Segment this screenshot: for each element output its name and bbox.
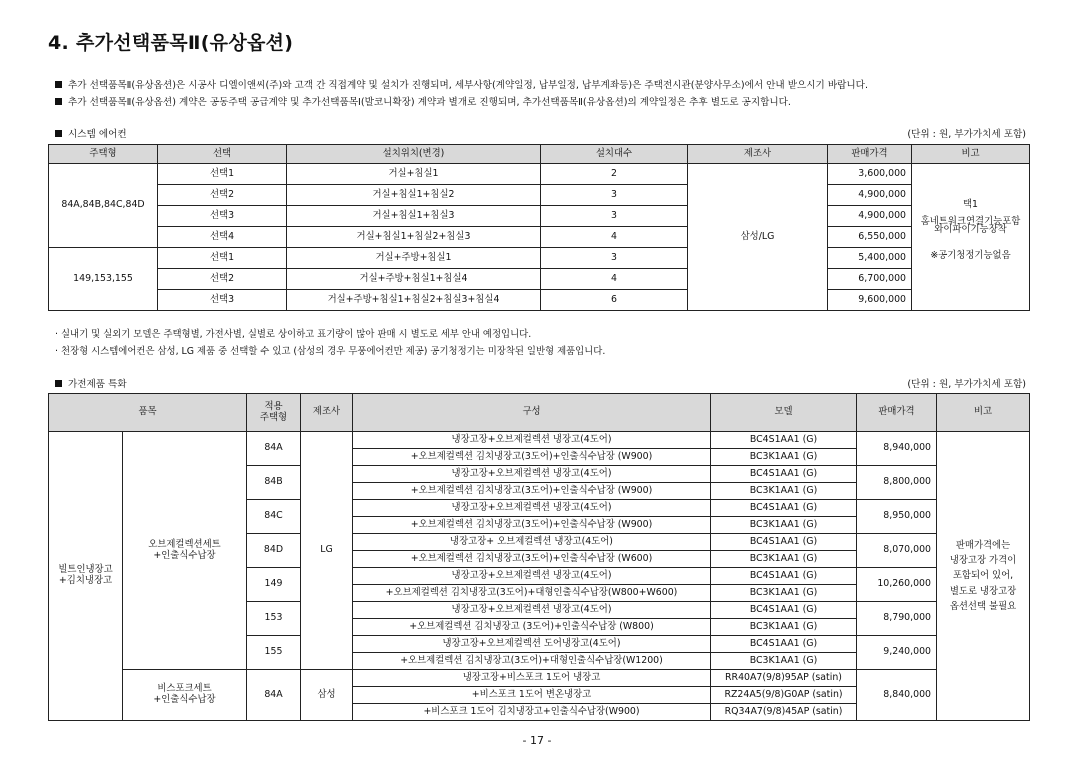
model-cell: BC4S1AA1 (G) — [711, 432, 857, 449]
notice-2-text: 추가 선택품목Ⅱ(유상옵션) 계약은 공동주택 공급계약 및 추가선택품목Ⅰ(발코니확장) 계약과 별개로 진행되며, 추가선택품목Ⅱ(유상옵션)의 계약일정은 추후 별도로 공지합니다. — [68, 97, 791, 108]
header-price: 판매가격 — [828, 145, 912, 164]
house-type-group-2: 149,153,155 — [49, 248, 158, 311]
house-type-group-1: 84A,84B,84C,84D — [49, 164, 158, 248]
maker-cell: 삼성/LG — [688, 164, 828, 311]
set2-name-cell: 비스포크세트 +인출식수납장 — [123, 670, 247, 721]
type-cell: 84D — [247, 534, 301, 568]
composition-cell: +오브제컬렉션 김치냉장고(3도어)+인출식수납장 (W600) — [353, 551, 711, 568]
composition-cell: +오브제컬렉션 김치냉장고(3도어)+인출식수납장 (W900) — [353, 449, 711, 466]
quantity-cell: 4 — [541, 269, 688, 290]
header-remark: 비고 — [937, 394, 1030, 432]
composition-cell: +오브제컬렉션 김치냉장고(3도어)+대형인출식수납장(W1200) — [353, 653, 711, 670]
composition-cell: +오브제컬렉션 김치냉장고(3도어)+인출식수납장 (W900) — [353, 483, 711, 500]
model-cell: RZ24A5(9/8)G0AP (satin) — [711, 687, 857, 704]
model-cell: BC3K1AA1 (G) — [711, 585, 857, 602]
header-price: 판매가격 — [857, 394, 937, 432]
table-row — [49, 248, 1030, 269]
option-cell: 선택1 — [158, 164, 287, 185]
header-remark: 비고 — [912, 145, 1030, 164]
type-cell: 84A — [247, 432, 301, 466]
type-cell: 84C — [247, 500, 301, 534]
type-cell: 149 — [247, 568, 301, 602]
table-row — [49, 670, 1030, 687]
price-cell: 8,840,000 — [857, 670, 937, 721]
composition-cell: +비스포크 1도어 김치냉장고+인출식수납장(W900) — [353, 704, 711, 721]
table-row — [49, 269, 1030, 290]
location-cell: 거실+주방+침실1 — [287, 248, 541, 269]
option-cell: 선택3 — [158, 290, 287, 311]
remark-line: 홈네트워크연결기능포함 — [920, 215, 1021, 227]
location-cell: 거실+침실1 — [287, 164, 541, 185]
composition-cell: +오브제컬렉션 김치냉장고 (3도어)+인출식수납장 (W800) — [353, 619, 711, 636]
price-cell: 10,260,000 — [857, 568, 937, 602]
model-cell: BC3K1AA1 (G) — [711, 551, 857, 568]
remark-line: ※공기청정기능없음 — [930, 250, 1011, 262]
header-house-type: 주택형 — [49, 145, 158, 164]
option-cell: 선택1 — [158, 248, 287, 269]
quantity-cell: 6 — [541, 290, 688, 311]
model-cell: BC3K1AA1 (G) — [711, 653, 857, 670]
option-cell: 선택3 — [158, 206, 287, 227]
model-cell: RR40A7(9/8)95AP (satin) — [711, 670, 857, 687]
model-cell: BC4S1AA1 (G) — [711, 636, 857, 653]
model-cell: BC4S1AA1 (G) — [711, 500, 857, 517]
price-cell: 8,070,000 — [857, 534, 937, 568]
aircon-section-title: 시스템 에어컨 — [55, 126, 127, 140]
page-number: - 17 - — [522, 734, 552, 747]
aircon-remark — [912, 164, 1030, 311]
header-composition: 구성 — [353, 394, 711, 432]
composition-cell: 냉장고장+ 오브제컬렉션 냉장고(4도어) — [353, 534, 711, 551]
table-row — [49, 164, 1030, 185]
aircon-header-row — [49, 145, 1030, 164]
price-cell: 6,550,000 — [828, 227, 912, 248]
price-cell: 6,700,000 — [828, 269, 912, 290]
page-title: 4. 추가선택품목Ⅱ(유상옵션) — [48, 32, 294, 54]
quantity-cell: 3 — [541, 206, 688, 227]
model-cell: BC3K1AA1 (G) — [711, 449, 857, 466]
price-cell: 8,800,000 — [857, 466, 937, 500]
model-cell: BC4S1AA1 (G) — [711, 602, 857, 619]
header-quantity: 설치대수 — [541, 145, 688, 164]
appliance-remark: 판매가격에는 냉장고장 가격이 포함되어 있어, 별도로 냉장고장 옵션선택 불필요 — [937, 432, 1030, 721]
composition-cell: 냉장고장+비스포크 1도어 냉장고 — [353, 670, 711, 687]
type-cell: 84A — [247, 670, 301, 721]
header-maker: 제조사 — [688, 145, 828, 164]
composition-cell: 냉장고장+오브제컬렉션 냉장고(4도어) — [353, 500, 711, 517]
composition-cell: 냉장고장+오브제컬렉션 냉장고(4도어) — [353, 568, 711, 585]
remark-line: 와이파이기능장착 — [934, 223, 1007, 235]
composition-cell: 냉장고장+오브제컬렉션 냉장고(4도어) — [353, 602, 711, 619]
header-maker: 제조사 — [301, 394, 353, 432]
price-cell: 9,600,000 — [828, 290, 912, 311]
header-model: 모델 — [711, 394, 857, 432]
appliance-unit: (단위 : 원, 부가가치세 포함) — [907, 379, 1026, 390]
quantity-cell: 3 — [541, 248, 688, 269]
price-cell: 8,950,000 — [857, 500, 937, 534]
bullet-square-icon — [55, 130, 62, 137]
quantity-cell: 2 — [541, 164, 688, 185]
category-cell: 빌트인냉장고 +김치냉장고 — [49, 432, 123, 721]
bullet-square-icon — [55, 380, 62, 387]
quantity-cell: 3 — [541, 185, 688, 206]
model-cell: BC4S1AA1 (G) — [711, 466, 857, 483]
price-cell: 8,790,000 — [857, 602, 937, 636]
model-cell: BC3K1AA1 (G) — [711, 619, 857, 636]
composition-cell: 냉장고장+오브제컬렉션 냉장고(4도어) — [353, 432, 711, 449]
price-cell: 5,400,000 — [828, 248, 912, 269]
option-cell: 선택4 — [158, 227, 287, 248]
bullet-square-icon — [55, 81, 62, 88]
model-cell: BC4S1AA1 (G) — [711, 568, 857, 585]
aircon-footnote-2: · 천장형 시스템에어컨은 삼성, LG 제품 중 선택할 수 있고 (삼성의 경우 무풍에어컨만 제공) 공기청정기는 미장착된 일반형 제품입니다. — [55, 346, 606, 357]
price-cell: 3,600,000 — [828, 164, 912, 185]
table-row — [49, 185, 1030, 206]
header-location: 설치위치(변경) — [287, 145, 541, 164]
remark-line: 택1 — [962, 198, 979, 210]
header-house-type: 적용 주택형 — [247, 394, 301, 432]
notice-2 — [55, 94, 791, 108]
composition-cell: +오브제컬렉션 김치냉장고(3도어)+대형인출식수납장(W800+W600) — [353, 585, 711, 602]
set1-name-cell: 오브제컬렉션세트 +인출식수납장 — [123, 432, 247, 670]
location-cell: 거실+침실1+침실2+침실3 — [287, 227, 541, 248]
composition-cell: +비스포크 1도어 변온냉장고 — [353, 687, 711, 704]
price-cell: 9,240,000 — [857, 636, 937, 670]
option-cell: 선택2 — [158, 269, 287, 290]
composition-cell: 냉장고장+오브제컬렉션 도어냉장고(4도어) — [353, 636, 711, 653]
price-cell: 4,900,000 — [828, 206, 912, 227]
table-row — [49, 206, 1030, 227]
model-cell: BC3K1AA1 (G) — [711, 483, 857, 500]
location-cell: 거실+침실1+침실2 — [287, 185, 541, 206]
header-item: 품목 — [49, 394, 247, 432]
price-cell: 4,900,000 — [828, 185, 912, 206]
appliance-table — [48, 393, 1030, 721]
composition-cell: 냉장고장+오브제컬렉션 냉장고(4도어) — [353, 466, 711, 483]
quantity-cell: 4 — [541, 227, 688, 248]
model-cell: BC3K1AA1 (G) — [711, 517, 857, 534]
aircon-footnote-1: · 실내기 및 실외기 모델은 주택형별, 가전사별, 실별로 상이하고 표기량이 많아 판매 시 별도로 세부 안내 예정입니다. — [55, 329, 532, 340]
notice-1 — [55, 77, 868, 91]
aircon-unit: (단위 : 원, 부가가치세 포함) — [907, 129, 1026, 140]
notice-1-text: 추가 선택품목Ⅱ(유상옵션)은 시공사 디엘이앤씨(주)와 고객 간 직접계약 및 설치가 진행되며, 세부사항(계약일정, 납부일정, 납부계좌등)은 주택전시관(분양사무소)에서 안내 받으시기 바랍니다. — [68, 80, 868, 91]
type-cell: 153 — [247, 602, 301, 636]
location-cell: 거실+주방+침실1+침실4 — [287, 269, 541, 290]
appliance-header-row — [49, 394, 1030, 432]
aircon-table — [48, 144, 1030, 311]
header-option: 선택 — [158, 145, 287, 164]
set1-maker-cell: LG — [301, 432, 353, 670]
table-row — [49, 227, 1030, 248]
model-cell: RQ34A7(9/8)45AP (satin) — [711, 704, 857, 721]
option-cell: 선택2 — [158, 185, 287, 206]
set2-maker-cell: 삼성 — [301, 670, 353, 721]
table-row — [49, 290, 1030, 311]
price-cell: 8,940,000 — [857, 432, 937, 466]
model-cell: BC4S1AA1 (G) — [711, 534, 857, 551]
type-cell: 84B — [247, 466, 301, 500]
location-cell: 거실+침실1+침실3 — [287, 206, 541, 227]
type-cell: 155 — [247, 636, 301, 670]
location-cell: 거실+주방+침실1+침실2+침실3+침실4 — [287, 290, 541, 311]
bullet-square-icon — [55, 98, 62, 105]
composition-cell: +오브제컬렉션 김치냉장고(3도어)+인출식수납장 (W900) — [353, 517, 711, 534]
appliance-section-title: 가전제품 특화 — [55, 376, 127, 390]
table-row — [49, 432, 1030, 449]
